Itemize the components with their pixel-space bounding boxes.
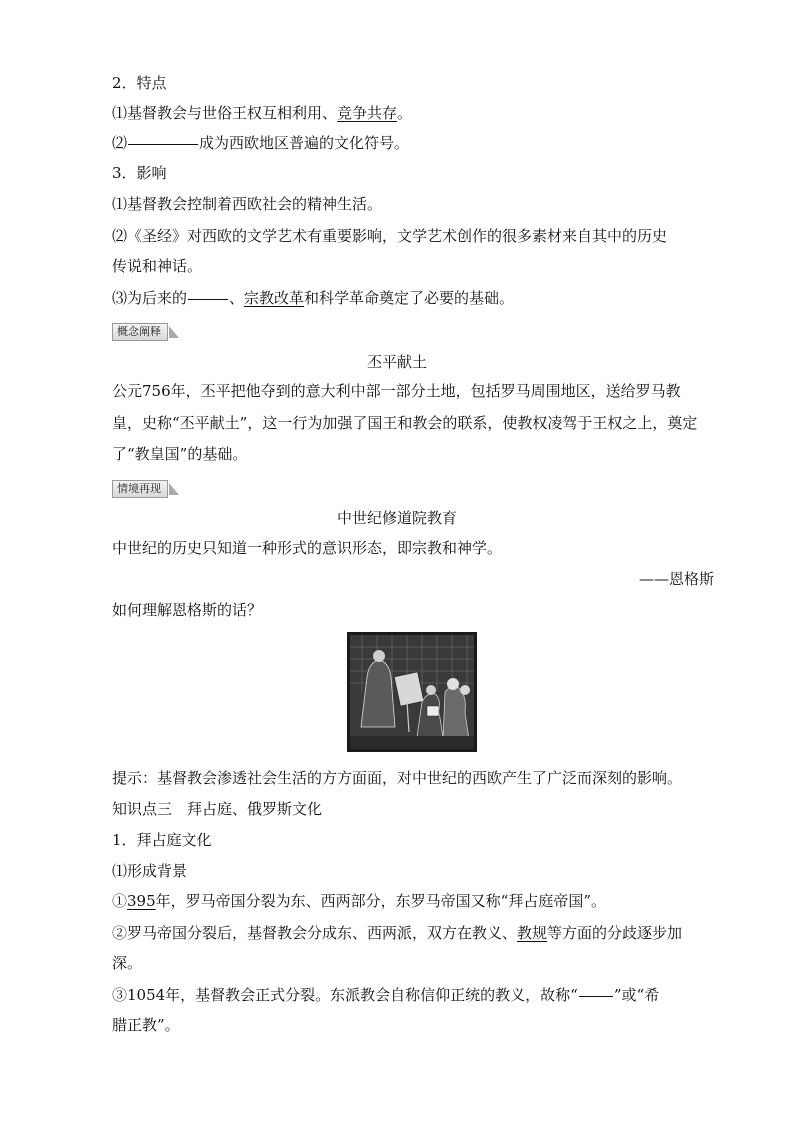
paragraph (112, 103, 412, 123)
fill-blank (128, 144, 198, 145)
paragraph: ⑵《圣经》对西欧的文学艺术有重要影响，文学艺术创作的很多素材来自其中的历史 (112, 227, 668, 245)
section-heading: 3．影响 (112, 164, 167, 182)
medieval-monastery-teaching-image (347, 632, 477, 752)
text-run: 年，罗马帝国分裂为东、西两部分，东罗马帝国又称“拜占庭帝国”。 (155, 892, 606, 910)
text-run: ”或“希 (613, 986, 660, 1004)
concept-title: 丕平献土 (366, 353, 427, 371)
knowledge-point-heading: 知识点三 拜占庭、俄罗斯文化 (112, 800, 323, 818)
quote-author: ——恩格斯 (638, 570, 714, 588)
paragraph: 了“教皇国”的基础。 (112, 445, 248, 463)
text-run: 和科学革命奠定了必要的基础。 (304, 289, 515, 307)
underlined-answer: 宗教改革 (244, 289, 305, 307)
underlined-answer: 教规 (517, 924, 548, 942)
text-run: 成为西欧地区普遍的文化符号。 (199, 134, 410, 152)
paragraph: 皇，史称“丕平献土”，这一行为加强了国王和教会的联系，使教权凌驾于王权之上，奠定 (112, 414, 698, 432)
text-run: ⑶为后来的 (112, 289, 188, 307)
text-run: ②罗马帝国分裂后，基督教会分成东、西两派，双方在教义、 (112, 924, 518, 942)
concept-tag: 概念阐释 (112, 323, 168, 341)
text-run: 、 (229, 289, 245, 307)
text-run: ⑵ (112, 134, 128, 152)
paragraph (112, 133, 409, 153)
paragraph: 腊正教”。 (112, 1016, 180, 1034)
paragraph (112, 891, 606, 911)
text-run: ③1054年，基督教会正式分裂。东派教会自称信仰正统的教义，故称“ (112, 986, 578, 1004)
paragraph: ⑴基督教会控制着西欧社会的精神生活。 (112, 195, 383, 213)
paragraph (112, 923, 682, 943)
section-heading: 2．特点 (112, 74, 167, 92)
quote: 中世纪的历史只知道一种形式的意识形态，即宗教和神学。 (112, 539, 503, 557)
paragraph: 传说和神话。 (112, 257, 203, 275)
text-run: 等方面的分歧逐步加 (547, 924, 683, 942)
underlined-answer: 395 (127, 892, 156, 910)
scene-tag: 情境再现 (112, 480, 168, 498)
paragraph (112, 288, 514, 308)
subheading: 1．拜占庭文化 (112, 831, 212, 849)
hint: 提示：基督教会渗透社会生活的方方面面，对中世纪的西欧产生了广泛而深刻的影响。 (112, 769, 683, 787)
text-run: ① (112, 892, 128, 910)
subheading: ⑴形成背景 (112, 862, 188, 880)
fill-blank (188, 299, 228, 300)
paragraph (112, 985, 659, 1005)
paragraph: 深。 (112, 954, 143, 972)
scene-title: 中世纪修道院教育 (336, 509, 457, 527)
fill-blank (579, 996, 613, 997)
text-run: ⑴基督教会与世俗王权互相利用、 (112, 104, 338, 122)
text-run: 。 (397, 104, 413, 122)
paragraph: 公元756年，丕平把他夺到的意大利中部一部分土地，包括罗马周围地区，送给罗马教 (112, 382, 681, 400)
question: 如何理解恩格斯的话？ (112, 601, 263, 619)
underlined-answer: 竞争共存 (337, 104, 398, 122)
